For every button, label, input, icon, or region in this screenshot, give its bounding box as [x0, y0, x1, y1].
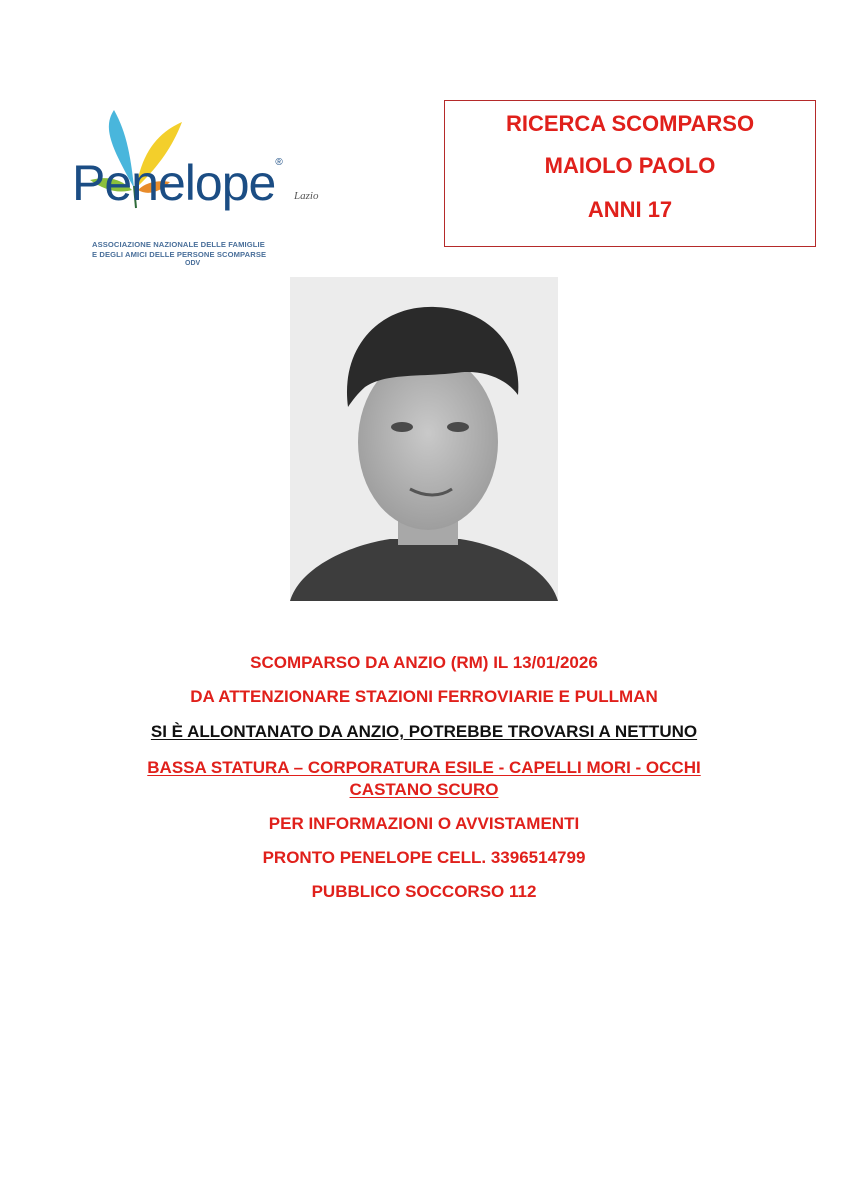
registered-mark: ®: [275, 157, 282, 168]
logo-association-line1: ASSOCIAZIONE NAZIONALE DELLE FAMIGLIE: [92, 240, 265, 249]
header-title: RICERCA SCOMPARSO: [505, 111, 755, 136]
portrait-image: [290, 277, 558, 601]
physical-description-line1: BASSA STATURA – CORPORATURA ESILE - CAPELLI MORI - OCCHI: [147, 758, 701, 777]
missing-person-header-box: [444, 100, 816, 247]
logo-region-label: Lazio: [294, 190, 319, 202]
missing-person-photo: [290, 277, 558, 601]
watch-stations-line: DA ATTENZIONARE STAZIONI FERROVIARIE E PULLMAN: [190, 687, 658, 706]
missing-since-line: SCOMPARSO DA ANZIO (RM) IL 13/01/2026: [250, 653, 598, 672]
header-person-name: MAIOLO PAOLO: [544, 153, 716, 178]
penelope-logo: [72, 108, 319, 274]
logo-wordmark: [72, 155, 282, 211]
logo-odv: ODV: [185, 260, 201, 267]
contact-phone-line: PRONTO PENELOPE CELL. 3396514799: [262, 848, 586, 867]
logo-name-text: Penelope: [72, 155, 276, 211]
header-age: ANNI 17: [587, 197, 673, 222]
contact-intro-line: PER INFORMAZIONI O AVVISTAMENTI: [268, 814, 580, 833]
logo-association-text: [92, 240, 292, 260]
physical-description-line2: CASTANO SCURO: [349, 780, 499, 799]
logo-association-line2: E DEGLI AMICI DELLE PERSONE SCOMPARSE: [92, 250, 267, 259]
emergency-number-line: PUBBLICO SOCCORSO 112: [311, 882, 537, 901]
possible-location-line: SI È ALLONTANATO DA ANZIO, POTREBBE TROVARSI A NETTUNO: [150, 722, 698, 741]
